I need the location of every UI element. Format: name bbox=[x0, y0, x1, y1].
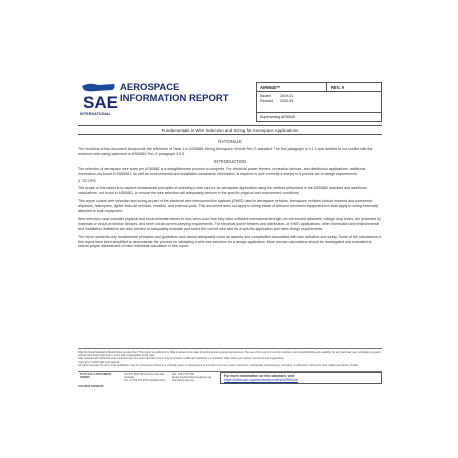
scope-paragraph-1: The scope of this report is to capture fundamental principles of selecting a wire size for an aerospace application using the method prescribed in the AS50881 standard and additional calculations, not found in AS50881, to ensure the wire selection will adequately perform in the specific physical and environment conditions. bbox=[78, 186, 367, 196]
document-header bbox=[78, 76, 382, 131]
issued-label: Issued bbox=[260, 94, 271, 98]
scope-paragraph-2: This report covers wire selection and sizing as part of the electrical wire interconnection systems (EWIS) used in aerospace vehicles. Aerospace vehicles include manned and unmanned airplanes, helicopters, lighter-than-air vehicles, missiles, and external pods. This document does not apply to wiring inside of airborne electronic equipment but shall apply to wiring externally attached to such equipment. bbox=[78, 199, 379, 213]
email: Email: CustomerService@sae.org bbox=[172, 376, 212, 380]
introduction-heading: INTRODUCTION bbox=[213, 158, 247, 164]
scope-paragraph-3: Wire selection must consider physical and environmental factors to size wires such that they have sufficient mechanical strength, do not exceed allowable voltage drop levels, are protected by materials or circuit protection devices, and meet circuit current-carrying requirements. For electrical power feeders and distribution, or EWIS applications, other information and environmental and installation limitations are also needed to adequately evaluate and select the correct wire size for a specific application and meet design requirements. bbox=[78, 216, 381, 231]
issued-date: 2019-01 bbox=[280, 94, 294, 98]
order-info-box bbox=[78, 371, 382, 384]
more-info-box bbox=[220, 372, 382, 384]
website[interactable]: http://www.sae.org bbox=[172, 379, 194, 383]
fax: Fax: 724-776-0790 bbox=[172, 373, 194, 376]
revised-date: 2020-03 bbox=[280, 99, 294, 104]
phone-1: Tel: 877-606-7323 (inside USA and Canada) bbox=[124, 373, 165, 380]
rationale-text: The revisions of this document incorporate the reference of Table 3 in AS50881 Wiring Aerospace Vehicle Rev G standard. The first paragraph in 3.1.1 was deleted to not conflict with the minimum wire sizing statement in AS50881 Rev G paragraph 3.5.5. bbox=[78, 146, 373, 156]
revision-label: REV. A bbox=[331, 85, 345, 90]
order-label: TO PLACE A DOCUMENT ORDER: bbox=[80, 373, 112, 380]
document-number: AIR6540™ bbox=[257, 83, 327, 91]
rationale-heading: RATIONALE bbox=[218, 139, 242, 144]
footer-copyright: Copyright © 2020 SAE International bbox=[78, 360, 120, 364]
superseding-note: Superseding AIR6540 bbox=[260, 115, 295, 119]
document-body bbox=[78, 138, 382, 252]
footer-fine-print-4: All rights reserved. No part of this publication may be reproduced, stored in a retrieval system or transmitted, in any form or by any means, electronic, mechanical, photocopying, recording, or otherwise, without the prior written permission of SAE. bbox=[78, 363, 359, 367]
scope-paragraph-4: The report presents only fundamental principles and guidelines and cannot adequately cover all aspects and complexities associated with wire selection and sizing. Some of the calculations in this report have been simplified to demonstrate the process for validating a wire size selection for a design application. More precise calculations should be investigated and evaluated to ensure proper assessment of each individual calculation in this report. bbox=[78, 234, 382, 249]
document-page bbox=[78, 76, 382, 388]
scope-heading: 1. SCOPE bbox=[78, 178, 96, 184]
introduction-text: The selection of aerospace wire sizes per AS50881 is a straightforward process to complete. For electrical power feeders, protection devices, and distribution applications, additional information not found in AS50881, as well as environmental and installation constraints information, is required to size correctly a wire(s) to a precise set of design requirements. bbox=[78, 166, 366, 176]
phone-2: Tel: +1 724-776-4970 (outside USA) bbox=[124, 379, 166, 383]
web-address-label: SAE WEB ADDRESS: bbox=[78, 385, 105, 388]
report-type-title bbox=[120, 82, 229, 104]
more-info-text: For more information on this standard, visit bbox=[224, 374, 295, 378]
report-type-line2: INFORMATION REPORT bbox=[120, 93, 229, 104]
report-type-line1: AEROSPACE bbox=[120, 82, 180, 93]
footer-fine-print-2: SAE reviews each technical report at least every five years at which time it may be revised, reaffirmed, stabilized, or cancelled. SAE invites your written comments and suggestions. bbox=[78, 357, 285, 361]
more-info-link[interactable]: https://www.sae.org/standards/content/AIR6540A bbox=[224, 378, 298, 383]
footer-fine-print-1: SAE Technical Standards Board Rules provide that: "This report is published by SAE to advance the state of technical and engineering sciences. The use of this report is entirely voluntary, and its applicability and suitability for any particular use, including any patent infringement arising therefrom, is the sole responsibility of the user." bbox=[78, 351, 381, 358]
sae-logo-icon bbox=[80, 82, 118, 112]
document-footer bbox=[78, 348, 382, 388]
document-info-box bbox=[256, 82, 382, 122]
document-title: Fundamentals in Wire Selection and Sizing for Aerospace Applications bbox=[78, 125, 382, 135]
revised-label: Revised bbox=[260, 99, 273, 104]
logo-subtitle: INTERNATIONAL bbox=[80, 112, 111, 116]
logo-letters: SAE bbox=[83, 93, 118, 112]
